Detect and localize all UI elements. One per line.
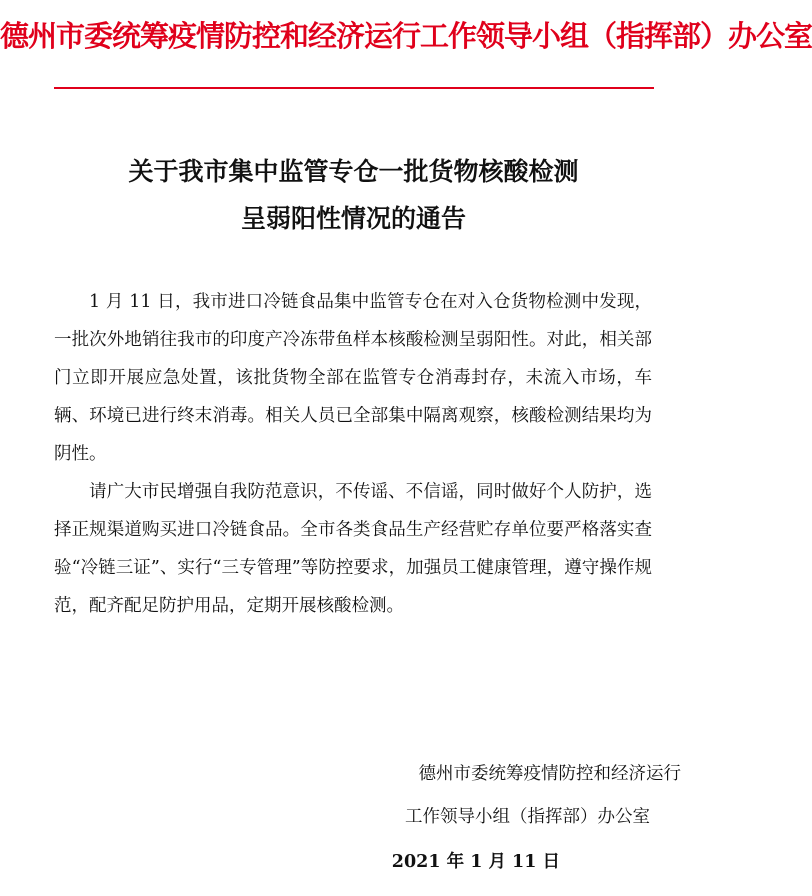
signature-org-line1: 德州市委统筹疫情防控和经济运行	[418, 764, 681, 784]
notice-title-line1: 关于我市集中监管专仓一批货物核酸检测	[128, 157, 579, 186]
notice-title-line2: 呈弱阳性情况的通告	[240, 204, 466, 233]
notice-body	[54, 283, 652, 625]
signature-date: 2021 年 1 月 11 日	[391, 852, 560, 872]
header-divider	[54, 87, 654, 89]
signature-org-line2: 工作领导小组（指挥部）办公室	[405, 807, 650, 827]
notice-title	[0, 148, 707, 242]
body-paragraph-1: 1 月 11 日，我市进口冷链食品集中监管专仓在对入仓货物检测中发现，一批次外地销往我市的印度产冷冻带鱼样本核酸检测呈弱阳性。对此，相关部门立即开展应急处置，该批货物全部在监管专仓消毒封存，未流入市场，车辆、环境已进行终末消毒。相关人员已全部集中隔离观察，核酸检测结果均为阴性。	[54, 292, 652, 464]
issuing-office-header: 德州市委统筹疫情防控和经济运行工作领导小组（指挥部）办公室	[0, 19, 812, 53]
body-paragraph-2: 请广大市民增强自我防范意识，不传谣、不信谣，同时做好个人防护，选择正规渠道购买进口冷链食品。全市各类食品生产经营贮存单位要严格落实查验“冷链三证”、实行“三专管理”等防控要求，加强员工健康管理，遵守操作规范，配齐配足防护用品，定期开展核酸检测。	[54, 482, 652, 616]
